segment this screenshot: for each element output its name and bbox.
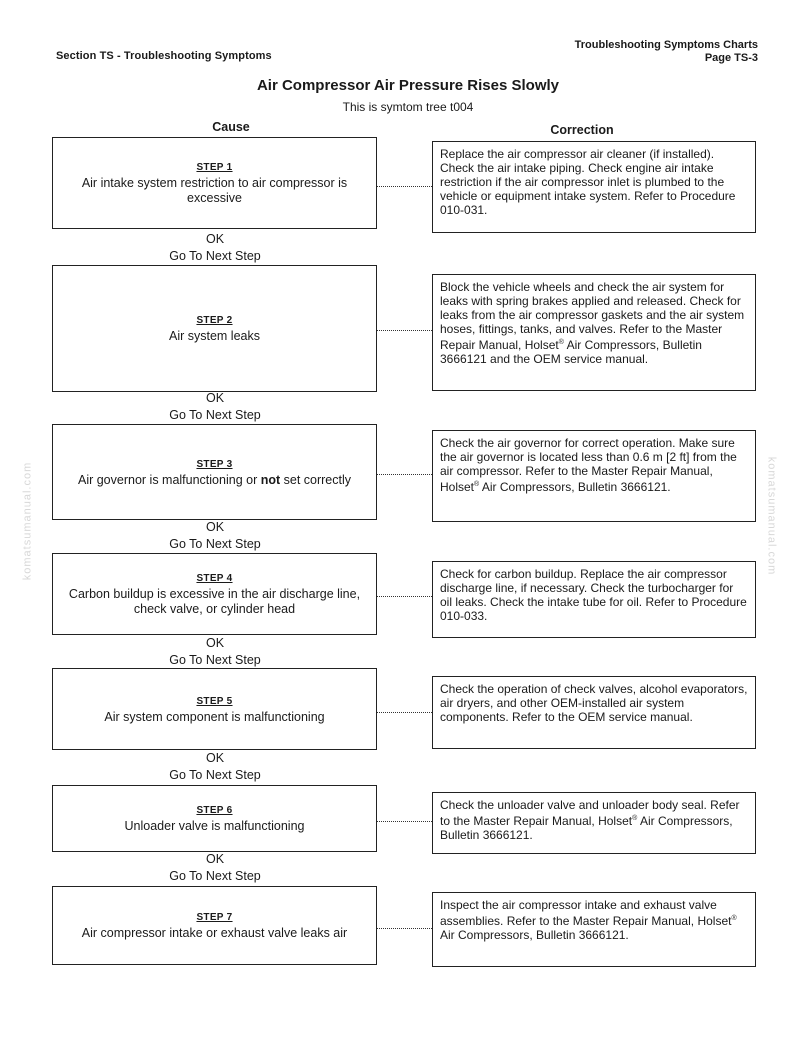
- ok-text: OK: [205, 232, 225, 246]
- section-header: Section TS - Troubleshooting Symptoms: [56, 50, 272, 62]
- step-label: STEP 6: [196, 805, 233, 816]
- connector-dots: [377, 596, 432, 597]
- next-step-text: Go To Next Step: [169, 408, 261, 422]
- watermark-right: komatsumanual.com: [765, 456, 778, 576]
- correction-text: Inspect the air compressor intake and exhaust valve assemblies. Refer to the Master Repair Manual, Holset: [440, 898, 732, 928]
- cause-text: Air system component is malfunctioning: [104, 709, 325, 724]
- cause-text-a: Air governor is malfunctioning or: [77, 472, 261, 487]
- correction-box-step-7: [432, 892, 756, 967]
- ok-text: OK: [205, 636, 225, 650]
- cause-text: Unloader valve is malfunctioning: [124, 819, 305, 833]
- ok-label: [0, 635, 430, 669]
- step-label: STEP 3: [196, 458, 233, 470]
- cause-box-step-5: [52, 668, 377, 750]
- chart-header: [575, 39, 758, 65]
- cause-box-step-3: [52, 424, 377, 520]
- connector-dots: [377, 474, 432, 475]
- correction-box-step-5: Check the operation of check valves, alcohol evaporators, air dryers, and other OEM-installed air system components. Refer to the OEM service manual.: [432, 676, 756, 749]
- cause-text: Air intake system restriction to air compressor is excessive: [81, 176, 348, 205]
- correction-text: Check the unloader valve and unloader body seal. Refer to the Master Repair Manual, Holset: [440, 798, 740, 828]
- connector-dots: [377, 186, 432, 187]
- cause-text: Air compressor intake or exhaust valve leaks air: [81, 926, 348, 940]
- connector-dots: [377, 928, 432, 929]
- correction-text-cont: Air Compressors, Bulletin 3666121.: [440, 814, 733, 842]
- correction-box-step-4: Check for carbon buildup. Replace the air compressor discharge line, if necessary. Check the turbocharger for oil leaks. Check the intake tube for oil. Refer to Procedure 010-033.: [432, 561, 756, 638]
- cause-column-heading: Cause: [212, 120, 250, 134]
- ok-label: [0, 519, 430, 553]
- correction-box-step-1: Replace the air compressor air cleaner (if installed). Check the air intake piping. Check engine air intake restriction if the air compressor inlet is plumbed to the vehicle or equipment intake system. Refer to Procedure 010-031.: [432, 141, 756, 233]
- step-label: STEP 1: [196, 162, 233, 173]
- step-label: STEP 5: [196, 695, 233, 707]
- correction-text-cont: Air Compressors, Bulletin 3666121 and the OEM service manual.: [440, 338, 702, 366]
- cause-text: Carbon buildup is excessive in the air discharge line, check valve, or cylinder head: [68, 587, 361, 616]
- ok-label: [0, 851, 430, 885]
- correction-text: Check the air governor for correct operation. Make sure the air governor is located less than 0.6 m [2 ft] from the air compressor. Refer to the Master Repair Manual, Holset: [440, 436, 737, 494]
- cause-text: [78, 473, 351, 488]
- next-step-text: Go To Next Step: [169, 249, 261, 263]
- next-step-text: Go To Next Step: [169, 869, 261, 883]
- ok-text: OK: [205, 852, 225, 866]
- cause-text-bold: not: [260, 472, 281, 487]
- page-subtitle: This is symtom tree t004: [342, 100, 474, 114]
- next-step-text: Go To Next Step: [169, 537, 261, 551]
- step-label: STEP 4: [196, 573, 233, 584]
- registered-mark: ®: [632, 815, 638, 822]
- connector-dots: [377, 330, 432, 331]
- page-number: Page TS-3: [704, 52, 758, 64]
- step-label: STEP 2: [196, 315, 233, 326]
- correction-text-cont: Air Compressors, Bulletin 3666121.: [440, 928, 629, 942]
- connector-dots: [377, 821, 432, 822]
- page-title: Air Compressor Air Pressure Rises Slowly: [256, 77, 560, 94]
- step-label: STEP 7: [196, 912, 233, 923]
- cause-box-step-2: [52, 265, 377, 392]
- cause-box-step-6: [52, 785, 377, 852]
- next-step-text: Go To Next Step: [169, 768, 261, 782]
- ok-text: OK: [205, 751, 225, 765]
- correction-text-cont: Air Compressors, Bulletin 3666121.: [479, 480, 671, 494]
- correction-box-step-3: [432, 430, 756, 522]
- chart-title: Troubleshooting Symptoms Charts: [574, 39, 758, 51]
- registered-mark: ®: [474, 481, 480, 488]
- ok-label: [0, 231, 430, 265]
- ok-label: [0, 750, 430, 784]
- cause-text-b: set correctly: [280, 472, 352, 487]
- ok-text: OK: [205, 520, 225, 534]
- correction-box-step-2: [432, 274, 756, 391]
- next-step-text: Go To Next Step: [169, 653, 261, 667]
- correction-box-step-6: [432, 792, 756, 854]
- cause-box-step-1: [52, 137, 377, 229]
- correction-text: Block the vehicle wheels and check the air system for leaks with spring brakes applied and released. Check for leaks from the air compressor gaskets and the air system hoses, fittings, tanks, and valves. Refer to the Master Repair Manual, Holset: [440, 280, 745, 352]
- registered-mark: ®: [731, 915, 737, 922]
- registered-mark: ®: [558, 339, 564, 346]
- cause-box-step-4: [52, 553, 377, 635]
- ok-text: OK: [205, 391, 225, 405]
- ok-label: [0, 390, 430, 424]
- cause-box-step-7: [52, 886, 377, 965]
- correction-column-heading: Correction: [550, 123, 614, 137]
- connector-dots: [377, 712, 432, 713]
- watermark-left: komatsumanual.com: [21, 461, 34, 581]
- cause-text: Air system leaks: [169, 329, 260, 343]
